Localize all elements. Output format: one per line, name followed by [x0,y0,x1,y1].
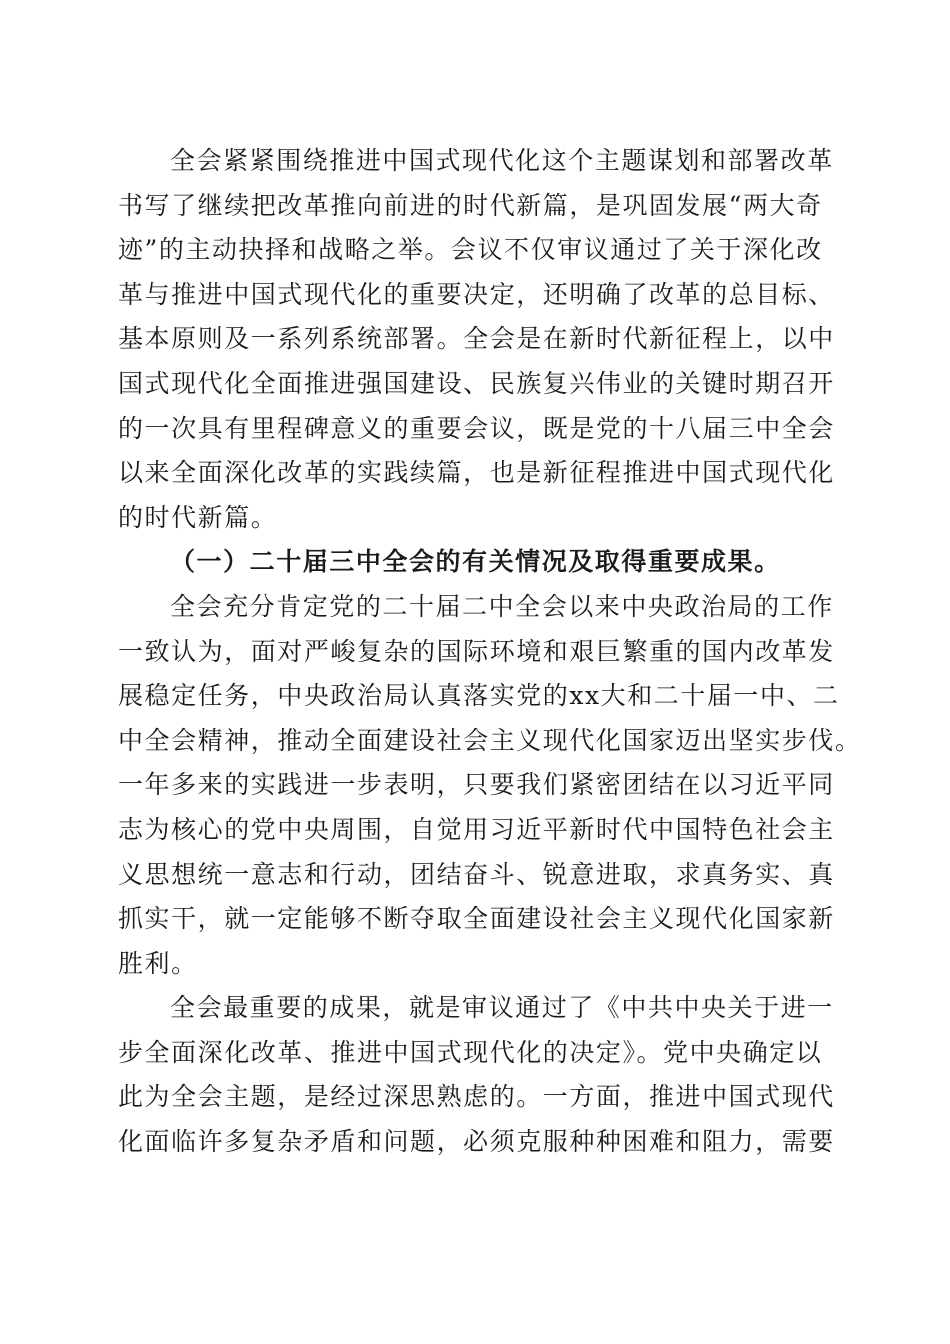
text-line: 基本原则及一系列系统部署。全会是在新时代新征程上，以中 [118,324,835,354]
text-line: 步全面深化改革、推进中国式现代化的决定》。党中央确定以 [118,1037,823,1067]
text-line: 全会充分肯定党的二十届二中全会以来中央政治局的工作 [170,591,834,621]
text-line: 全会最重要的成果，就是审议通过了《中共中央关于进一 [170,993,834,1023]
text-line: 胜利。 [118,948,198,978]
document-body [118,139,862,1165]
text-line: 书写了继续把改革推向前进的时代新篇，是巩固发展“两大奇 [118,190,823,220]
text-line: 抓实干，就一定能够不断夺取全面建设社会主义现代化国家新 [118,904,835,934]
text-line: 志为核心的党中央周围，自觉用习近平新时代中国特色社会主 [118,814,835,844]
text-line: 一致认为，面对严峻复杂的国际环境和艰巨繁重的国内改革发 [118,636,835,666]
text-line: 展稳定任务，中央政治局认真落实党的xx大和二十届一中、二 [118,681,840,711]
paragraph-review [118,585,862,986]
text-line: 一年多来的实践进一步表明，只要我们紧密团结在以习近平同 [118,770,835,800]
text-line: 化面临许多复杂矛盾和问题，必须克服种种困难和阻力，需要 [118,1127,835,1157]
text-line: 的一次具有里程碑意义的重要会议，既是党的十八届三中全会 [118,413,835,443]
text-line: 迹”的主动抉择和战略之举。会议不仅审议通过了关于深化改 [118,235,823,265]
paragraph-intro [118,139,835,540]
text-line: 中全会精神，推动全面建设社会主义现代化国家迈出坚实步伐。 [118,725,862,755]
text-line: 全会紧紧围绕推进中国式现代化这个主题谋划和部署改革 [170,146,834,175]
section-heading [118,540,832,585]
text-line: 革与推进中国式现代化的重要决定，还明确了改革的总目标、 [118,279,835,309]
paragraph-results [118,986,835,1164]
text-line: 以来全面深化改革的实践续篇，也是新征程推进中国式现代化 [118,458,835,488]
text-line: 国式现代化全面推进强国建设、民族复兴伟业的关键时期召开 [118,368,835,398]
text-line: 义思想统一意志和行动，团结奋斗、锐意进取，求真务实、真 [118,859,835,889]
text-line: 的时代新篇。 [118,502,278,532]
text-line: 此为全会主题，是经过深思熟虑的。一方面，推进中国式现代 [118,1082,835,1112]
heading-line: （一）二十届三中全会的有关情况及取得重要成果。 [170,547,781,577]
